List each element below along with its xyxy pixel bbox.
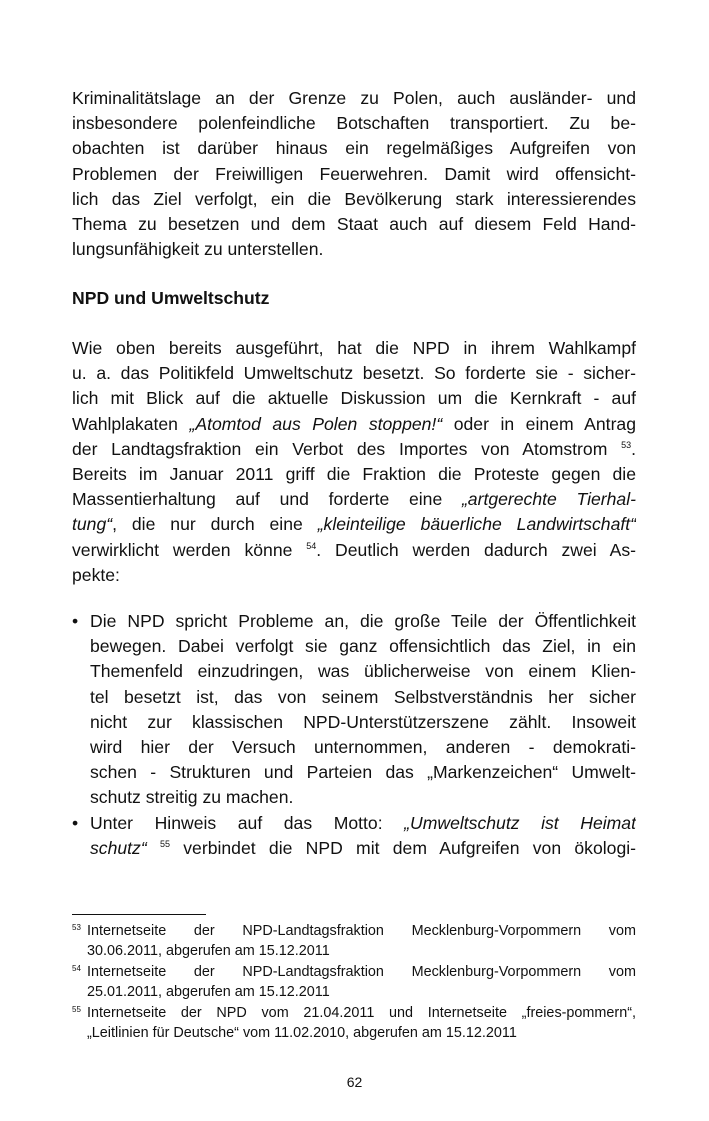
section-heading: NPD und Umweltschutz — [72, 288, 270, 308]
body-paragraph — [72, 336, 636, 588]
text-line: wird hier der Versuch unternommen, anderen - demokrati- — [90, 736, 636, 757]
text-line: Bereits im Januar 2011 griff die Fraktion die Proteste gegen die — [72, 463, 636, 484]
text-line: Kriminalitätslage an der Grenze zu Polen, auch ausländer- und — [72, 88, 636, 108]
footnote-line: Internetseite der NPD-Landtagsfraktion Mecklenburg-Vorpommern vom — [87, 963, 636, 980]
line-text: der Landtagsfraktion ein Verbot des Importes von Atomstrom — [72, 438, 622, 459]
line-text: . Deutlich werden dadurch zwei As- — [316, 539, 636, 560]
text-line: schen - Strukturen und Parteien das „Markenzeichen“ Umwelt- — [90, 762, 636, 783]
text-line — [72, 512, 636, 537]
footnote-number: 53 — [72, 923, 81, 932]
text-line: lich mit Blick auf die aktuelle Diskussion um die Kernkraft - auf — [72, 388, 636, 409]
text-line: tel besetzt ist, das von seinem Selbstverständnis her sicher — [90, 686, 636, 707]
text-line — [72, 487, 636, 512]
text-line: insbesondere polenfeindliche Botschaften transportiert. Zu be- — [72, 113, 636, 134]
text-line: bewegen. Dabei verfolgt sie ganz offensichtlich das Ziel, in ein — [90, 636, 636, 657]
footnote — [72, 962, 636, 1003]
text-line: nicht zur klassischen NPD-Unterstützerszene zählt. Insoweit — [90, 711, 636, 732]
footnote — [72, 1003, 636, 1044]
text-line: Wie oben bereits ausgeführt, hat die NPD in ihrem Wahlkampf — [72, 338, 636, 358]
line-text: Massentierhaltung auf und forderte eine — [72, 489, 462, 510]
footnote-number: 54 — [72, 963, 81, 973]
quoted-motto: „Umweltschutz ist Heimat — [404, 812, 636, 833]
footnote-line: 25.01.2011, abgerufen am 15.12.2011 — [87, 984, 330, 1001]
quoted-phrase: „kleinteilige bäuerliche Landwirtschaft“ — [317, 514, 636, 535]
text-line: schutz streitig zu machen. — [90, 787, 294, 808]
text-line: u. a. das Politikfeld Umweltschutz besetzt. So forderte sie - sicher- — [72, 363, 636, 384]
list-item — [72, 609, 636, 811]
text-line: Thema zu besetzen und dem Staat auch auf diesem Feld Hand- — [72, 213, 636, 234]
footnote-line: „Leitlinien für Deutsche“ vom 11.02.2010, abgerufen am 15.12.2011 — [87, 1024, 517, 1041]
page-number: 62 — [346, 1074, 363, 1090]
text-line: Themenfeld einzudringen, was üblicherweise von einem Klien- — [90, 661, 636, 682]
text-line: lungsunfähigkeit zu unterstellen. — [72, 239, 324, 260]
line-text: oder in einem Antrag — [442, 413, 636, 434]
line-text: Unter Hinweis auf das Motto: — [90, 812, 405, 833]
quoted-phrase: „artgerechte Tierhal- — [461, 489, 636, 510]
text-line: Die NPD spricht Probleme an, die große Teile der Öffentlichkeit — [90, 611, 636, 631]
bullet-list — [72, 609, 636, 861]
text-line — [90, 836, 636, 861]
footnote-divider — [72, 914, 206, 915]
footnote — [72, 921, 636, 962]
footnote-line: 30.06.2011, abgerufen am 15.12.2011 — [87, 943, 330, 960]
quoted-phrase: tung“ — [72, 514, 113, 535]
quoted-slogan: „Atomtod aus Polen stoppen!“ — [189, 413, 443, 434]
line-text: Wahlplakaten — [72, 413, 190, 434]
list-item — [72, 811, 636, 861]
footnote-line: Internetseite der NPD-Landtagsfraktion Mecklenburg-Vorpommern vom — [87, 923, 636, 939]
footnote-line: Internetseite der NPD vom 21.04.2011 und Internetseite „freies-pommern“, — [87, 1004, 636, 1021]
text-line — [72, 538, 636, 563]
line-text: verwirklicht werden könne — [72, 539, 307, 560]
footnote-number: 55 — [72, 1004, 81, 1014]
footnotes — [72, 921, 636, 1043]
text-line: pekte: — [72, 564, 120, 585]
text-line — [90, 811, 636, 836]
text-line — [72, 412, 636, 437]
bullet-marker: • — [72, 611, 79, 631]
footnote-reference: 54 — [306, 540, 317, 551]
line-text: , die nur durch eine — [112, 514, 318, 535]
line-text: . — [631, 438, 636, 459]
quoted-motto: schutz“ — [90, 837, 147, 858]
bullet-marker: • — [72, 812, 79, 833]
text-line: obachten ist darüber hinaus ein regelmäßiges Aufgreifen von — [72, 138, 636, 159]
text-line — [72, 437, 636, 462]
text-line: lich das Ziel verfolgt, ein die Bevölkerung stark interessierendes — [72, 188, 636, 209]
intro-paragraph — [72, 86, 636, 262]
footnote-reference: 55 — [159, 838, 170, 849]
line-text: verbindet die NPD mit dem Aufgreifen von ökologi- — [170, 837, 636, 858]
text-line: Problemen der Freiwilligen Feuerwehren. Damit wird offensicht- — [72, 163, 636, 184]
footnote-reference: 53 — [621, 439, 632, 450]
section-heading-block — [72, 286, 636, 311]
